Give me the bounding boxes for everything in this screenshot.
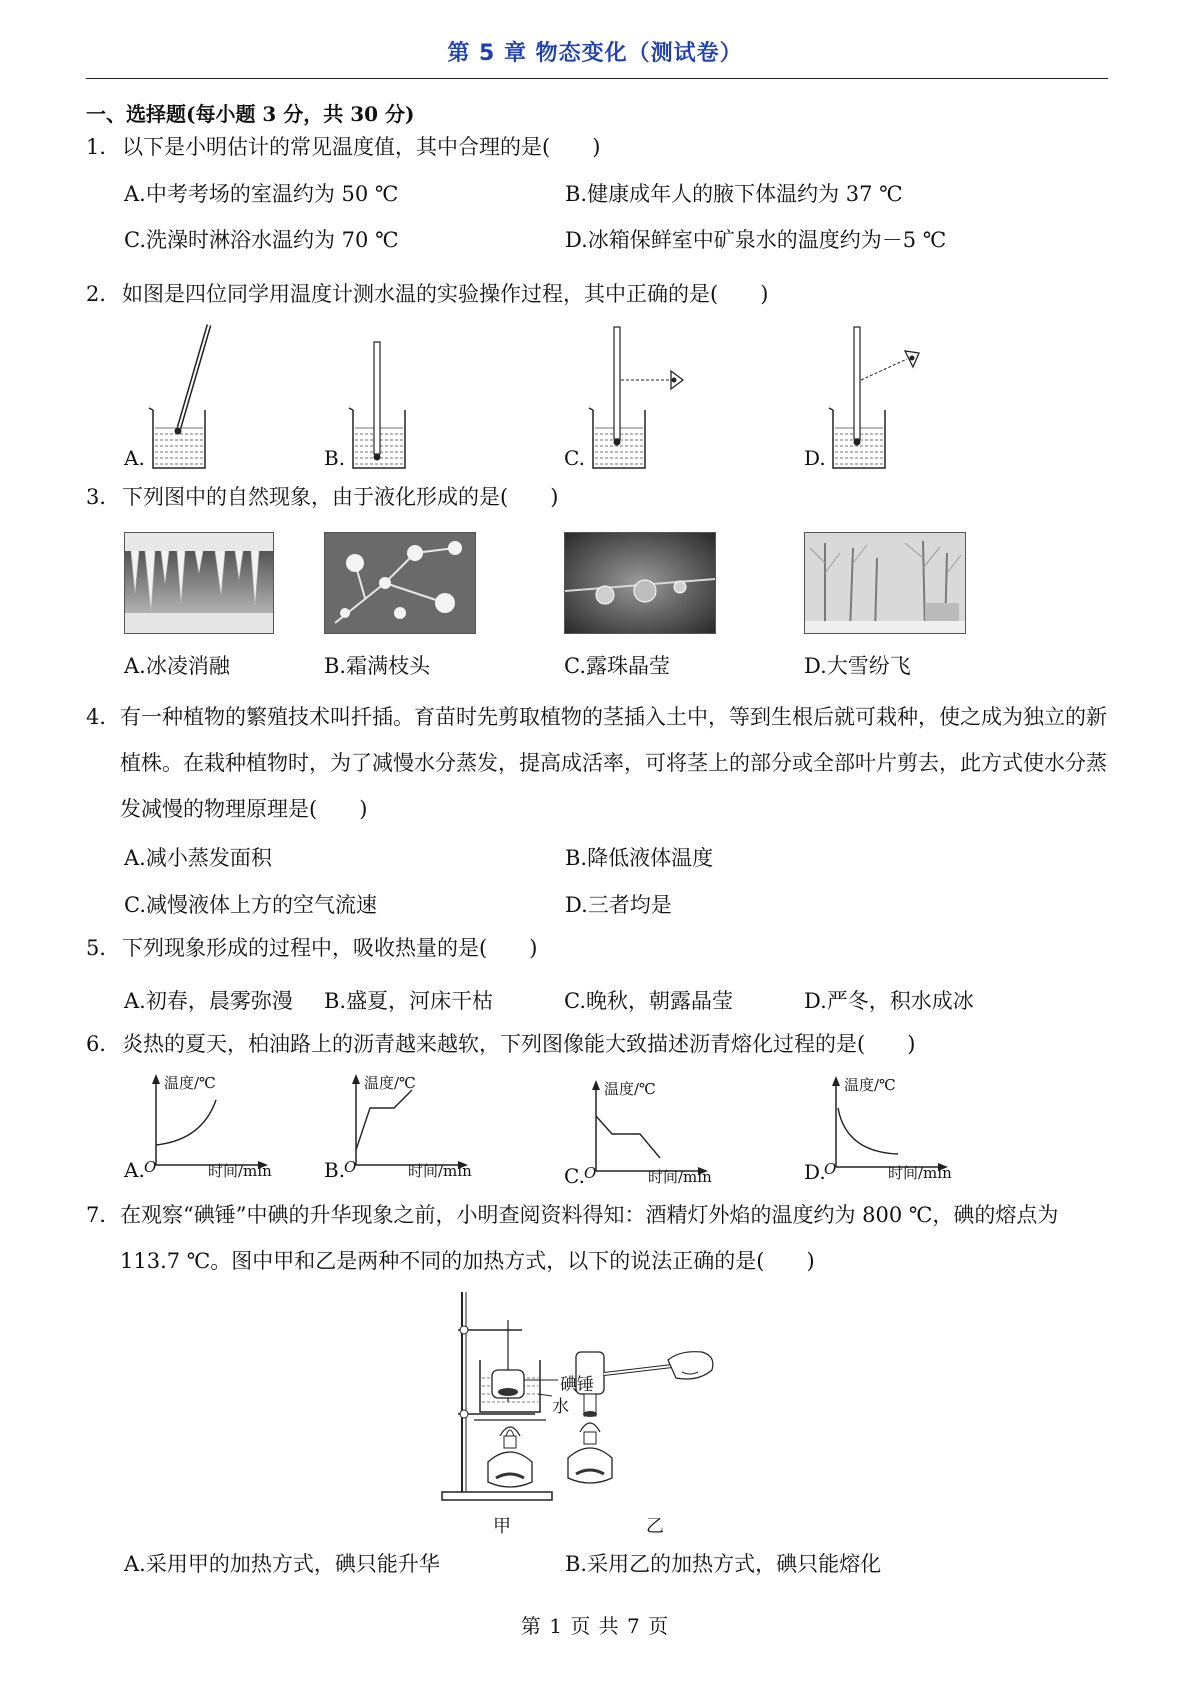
label-water: 水: [552, 1397, 569, 1417]
graph-d-origin: O: [824, 1160, 837, 1178]
q2-label-a[interactable]: A.: [124, 446, 145, 470]
q4-option-c[interactable]: C.减慢液体上方的空气流速: [124, 893, 377, 917]
q3-option-a[interactable]: A.冰凌消融: [124, 654, 230, 678]
graph-a-x-axis: 时间/min: [208, 1162, 272, 1180]
page-footer: 第 1 页 共 7 页: [520, 1614, 670, 1638]
page-title: 第 5 章 物态变化（测试卷）: [447, 41, 743, 66]
graph-d-label: D.: [804, 1160, 826, 1184]
graph-c-label: C.: [564, 1164, 585, 1188]
graph-c-origin: O: [584, 1164, 597, 1182]
q3-option-d[interactable]: D.大雪纷飞: [804, 654, 911, 678]
q2-label-b[interactable]: B.: [324, 446, 346, 470]
graph-b-origin: O: [344, 1158, 357, 1176]
question-2: [86, 271, 768, 317]
section-title: 一、选择题(每小题 3 分，共 30 分): [86, 102, 415, 126]
photo-frost-branches: [324, 532, 476, 634]
question-number: 2．: [86, 282, 121, 306]
iodine-hammer-apparatus: [440, 1290, 760, 1505]
graph-a-origin: O: [144, 1158, 157, 1176]
thermometer-figure-a: [145, 320, 225, 470]
thermometer-figure-b: [345, 340, 415, 470]
q3-option-c[interactable]: C.露珠晶莹: [564, 654, 670, 678]
question-number: 7．: [86, 1203, 121, 1227]
graph-b-x-axis: 时间/min: [408, 1162, 472, 1180]
q5-option-d[interactable]: D.严冬，积水成冰: [804, 989, 974, 1013]
q7-option-a[interactable]: A.采用甲的加热方式，碘只能升华: [124, 1552, 440, 1576]
graph-c-x-axis: 时间/min: [648, 1168, 712, 1186]
q1-option-a[interactable]: A.中考考场的室温约为 50 ℃: [124, 182, 399, 206]
q1-option-d[interactable]: D.冰箱保鲜室中矿泉水的温度约为－5 ℃: [565, 228, 947, 252]
question-7: [86, 1192, 1116, 1284]
q1-option-c[interactable]: C.洗澡时淋浴水温约为 70 ℃: [124, 228, 399, 252]
question-stem: 下列图中的自然现象，由于液化形成的是( ): [122, 485, 559, 509]
q5-option-a[interactable]: A.初春，晨雾弥漫: [124, 989, 293, 1013]
q2-label-d[interactable]: D.: [804, 446, 826, 470]
label-yi: 乙: [646, 1516, 664, 1537]
graph-a-y-axis: 温度/℃: [164, 1074, 216, 1092]
label-jia: 甲: [493, 1516, 511, 1537]
question-stem: 如图是四位同学用温度计测水温的实验操作过程，其中正确的是( ): [122, 282, 769, 306]
question-3: [86, 474, 558, 520]
question-6: [86, 1021, 915, 1067]
question-5: [86, 925, 537, 971]
label-iodine-hammer: 碘锤: [560, 1375, 594, 1395]
graph-b-label: B.: [324, 1158, 346, 1182]
graph-a[interactable]: [124, 1070, 294, 1182]
graph-b-y-axis: 温度/℃: [364, 1074, 416, 1092]
question-1: [86, 124, 600, 170]
q4-option-a[interactable]: A.减小蒸发面积: [124, 846, 272, 870]
q4-option-b[interactable]: B.降低液体温度: [565, 846, 714, 870]
thermometer-figure-d: [825, 325, 935, 470]
question-number: 6．: [86, 1032, 121, 1056]
question-stem: 以下是小明估计的常见温度值，其中合理的是( ): [122, 135, 601, 159]
graph-a-label: A.: [124, 1158, 145, 1182]
question-number: 1．: [86, 135, 121, 159]
question-number: 5．: [86, 936, 121, 960]
q1-option-b[interactable]: B.健康成年人的腋下体温约为 37 ℃: [565, 182, 903, 206]
title-divider: [86, 78, 1108, 79]
photo-heavy-snow: [804, 532, 966, 634]
graph-d-x-axis: 时间/min: [888, 1164, 952, 1182]
graph-d-y-axis: 温度/℃: [844, 1076, 896, 1094]
question-stem: 下列现象形成的过程中，吸收热量的是( ): [122, 936, 538, 960]
photo-dewdrops: [564, 532, 716, 634]
photo-icicles-melting: [124, 532, 274, 634]
graph-b[interactable]: [324, 1070, 494, 1182]
question-stem: 在观察“碘锤”中碘的升华现象之前，小明查阅资料得知：酒精灯外焰的温度约为 800 ℃，碘的熔点为 113.7 ℃。图中甲和乙是两种不同的加热方式，以下的说法正确的是( ): [120, 1203, 1059, 1273]
q4-option-d[interactable]: D.三者均是: [565, 893, 672, 917]
question-stem: 炎热的夏天，柏油路上的沥青越来越软，下列图像能大致描述沥青熔化过程的是( ): [122, 1032, 916, 1056]
question-number: 4．: [86, 705, 121, 729]
thermometer-figure-c: [585, 325, 695, 470]
graph-c[interactable]: [564, 1076, 734, 1188]
q2-label-c[interactable]: C.: [564, 446, 585, 470]
q5-option-b[interactable]: B.盛夏，河床干枯: [324, 989, 494, 1013]
q7-option-b[interactable]: B.采用乙的加热方式，碘只能熔化: [565, 1552, 882, 1576]
graph-c-y-axis: 温度/℃: [604, 1080, 656, 1098]
question-number: 3．: [86, 485, 121, 509]
q3-option-b[interactable]: B.霜满枝头: [324, 654, 431, 678]
graph-d[interactable]: [804, 1072, 974, 1184]
q5-option-c[interactable]: C.晚秋，朝露晶莹: [564, 989, 733, 1013]
question-stem: 有一种植物的繁殖技术叫扦插。育苗时先剪取植物的茎插入土中，等到生根后就可栽种，使之成为独立的新植株。在栽种植物时，为了减慢水分蒸发，提高成活率，可将茎上的部分或全部叶片剪去，此方式使水分蒸发减慢的物理原理是( ): [120, 705, 1107, 821]
question-4: [86, 694, 1116, 832]
